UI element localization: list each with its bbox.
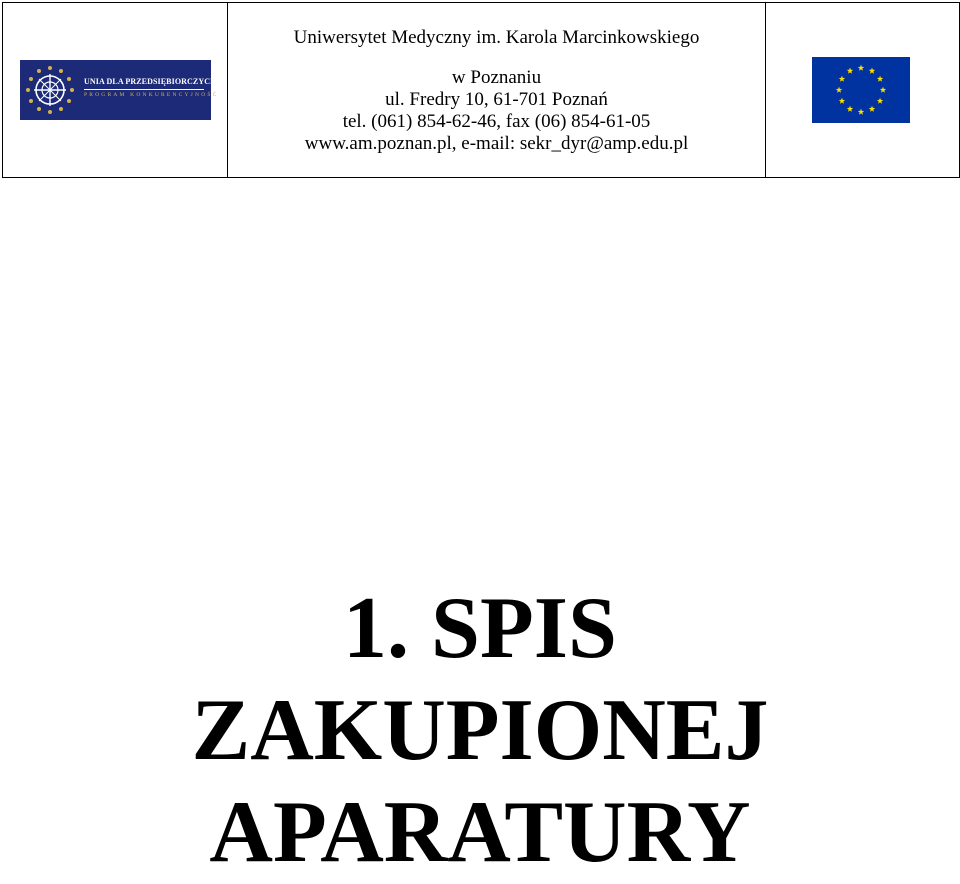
institution-address: ul. Fredry 10, 61-701 Poznań [385,89,608,110]
logo-divider [84,89,204,90]
letterhead-table [2,2,960,178]
letterhead-center-cell [228,3,766,178]
document-title [0,578,960,884]
document-title-line-1: 1. SPIS [343,580,617,677]
document-title-line-2: ZAKUPIONEJ [191,682,769,779]
document-title-line-3: APARATURY [209,784,751,881]
letterhead-right-cell [766,3,960,178]
institution-block [228,25,765,155]
unia-dla-przedsiebiorczych-logo [20,60,219,120]
institution-web: www.am.poznan.pl, e-mail: sekr_dyr@amp.edu.pl [304,133,689,154]
letterhead-left-cell [3,3,228,178]
institution-phone: tel. (061) 854-62-46, fax (06) 854-61-05 [342,111,651,132]
logo-title: UNIA DLA PRZEDSIĘBIORCZYCH [84,77,217,86]
institution-city: w Poznaniu [451,67,542,88]
compass-star-icon [20,60,80,120]
logo-subtitle: PROGRAM KONKURENCYJNOŚĆ [84,92,219,98]
eu-flag-icon [812,57,910,123]
institution-name: Uniwersytet Medyczny im. Karola Marcinkowskiego [293,27,700,48]
